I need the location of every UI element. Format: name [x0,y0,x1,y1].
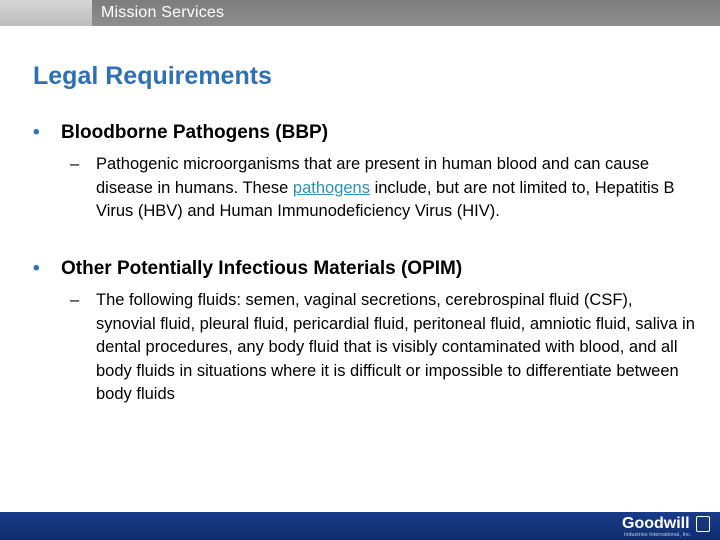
pathogens-link[interactable]: pathogens [292,178,370,197]
header-left-block [0,0,92,26]
header-bar [0,0,720,26]
bullet-bbp [33,122,328,144]
slide-title: Legal Requirements [33,62,272,90]
sub-text: Pathogenic microorganisms that are present in human blood and can cause disease in humans. These [96,155,650,197]
bullet-dot: • [33,122,40,143]
sub-dash: – [70,291,80,309]
goodwill-face-icon [696,516,710,532]
section-title: Mission Services [101,4,225,21]
sub-bullet-opim [70,289,696,407]
sub-text: The following fluids: semen, vaginal secretions, cerebrospinal fluid (CSF), synovial fluid, pleural fluid, pericardial fluid, peritoneal fluid, amniotic fluid, saliva in dental procedures, any body fluid that is visibly contaminated with blood, and all body fluids in situations where it is difficult or impossible to differentiate between body fluids [96,291,695,404]
sub-text: include, but are not limited to, Hepatitis B Virus (HBV) and Human Immunodeficiency Virus (HIV). [96,178,675,221]
footer-bar [0,512,720,540]
bullet-dot: • [33,258,40,279]
bullet-opim [33,258,462,280]
sub-dash: – [70,155,80,173]
goodwill-logo: Goodwill [622,515,690,532]
bullet-heading: Bloodborne Pathogens (BBP) [61,122,329,143]
sub-bullet-bbp [70,153,696,224]
bullet-heading: Other Potentially Infectious Materials (OPIM) [61,258,463,279]
logo-tagline: Industries International, Inc. [624,532,692,538]
